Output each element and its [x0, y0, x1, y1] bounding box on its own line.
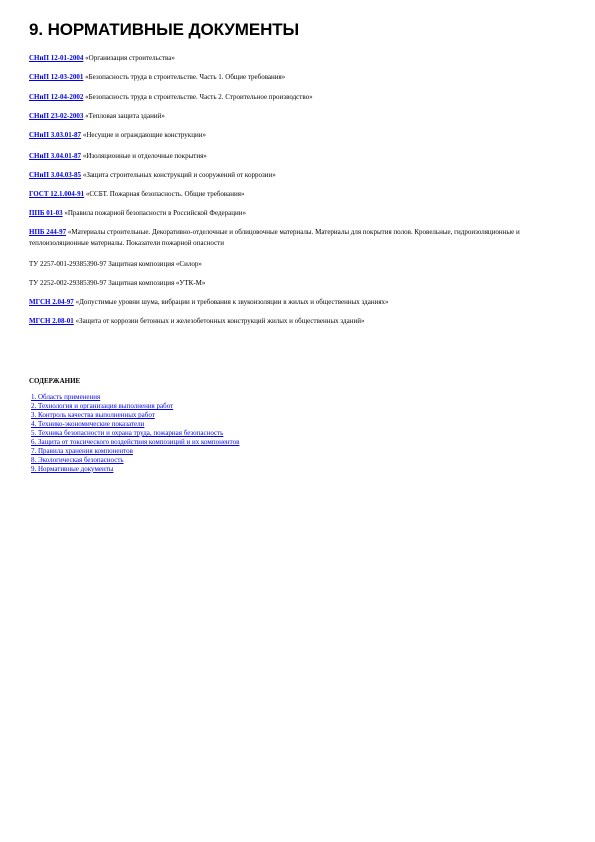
ref-link[interactable]: МГСН 2.04-97 [29, 298, 74, 306]
ref-link[interactable]: МГСН 2.08-01 [29, 317, 74, 325]
ref-item [29, 316, 529, 327]
contents-item[interactable]: 3. Контроль качества выполненных работ [31, 411, 155, 419]
ref-text: «Материалы строительные. Декоративно-отделочные и облицовочные материалы. Материалы для покрытия полов. Кровельные, гидроизоляционные и теплоизоляционные материалы. Показатели пожарной опасности [29, 228, 520, 247]
contents-item[interactable]: 9. Нормативные документы [31, 465, 114, 473]
ref-text: «Организация строительства» [83, 54, 175, 62]
ref-link[interactable]: СНиП 12-04-2002 [29, 93, 84, 101]
ref-item [29, 151, 529, 162]
ref-text: «Правила пожарной безопасности в Российской Федерации» [62, 209, 246, 217]
ref-item [29, 297, 529, 308]
contents-item[interactable]: 1. Область применения [31, 393, 101, 401]
ref-text: «Несущие и ограждающие конструкции» [81, 131, 206, 139]
ref-item [29, 278, 529, 289]
ref-item [29, 259, 529, 270]
ref-link[interactable]: СНиП 3.04.01-87 [29, 152, 82, 160]
contents-item[interactable]: 8. Экологическая безопасность [31, 456, 124, 464]
ref-link[interactable]: СНиП 3.03.01-87 [29, 131, 82, 139]
ref-item [29, 208, 529, 219]
ref-text: «Защита от коррозии бетонных и железобетонных конструкций жилых и общественных зданий» [73, 317, 365, 325]
ref-text: «Изоляционные и отделочные покрытия» [81, 152, 207, 160]
ref-text: ТУ 2257-001-29385390-97 Защитная композиция «Силор» [29, 260, 202, 268]
contents-item[interactable]: 6. Защита от токсического воздействия композиций и их компонентов [31, 438, 240, 446]
ref-item [29, 53, 529, 64]
page-title: 9. НОРМАТИВНЫЕ ДОКУМЕНТЫ [29, 20, 300, 39]
ref-link[interactable]: СНиП 23-02-2003 [29, 112, 84, 120]
contents-item[interactable]: 4. Технико-экономические показатели [31, 420, 145, 428]
ref-text: «ССБТ. Пожарная безопасность. Общие требования» [84, 190, 245, 198]
contents-list [31, 393, 239, 474]
ref-item [29, 92, 529, 103]
ref-item [29, 227, 529, 249]
ref-item [29, 111, 529, 122]
contents-item[interactable]: 2. Технология и организация выполнения работ [31, 402, 174, 410]
ref-item [29, 189, 529, 200]
contents-heading: СОДЕРЖАНИЕ [29, 377, 81, 385]
ref-link[interactable]: СНиП 12-03-2001 [29, 73, 84, 81]
ref-item [29, 170, 529, 181]
ref-text: «Безопасность труда в строительстве. Часть 1. Общие требования» [83, 73, 286, 81]
ref-text: «Безопасность труда в строительстве. Часть 2. Строительное производство» [83, 93, 313, 101]
ref-link[interactable]: ППБ 01-03 [29, 209, 63, 217]
ref-text: «Тепловая защита зданий» [83, 112, 165, 120]
ref-item [29, 130, 529, 141]
ref-text: «Защита строительных конструкций и сооружений от коррозии» [81, 171, 276, 179]
ref-text: ТУ 2252-002-29385390-97 Защитная композиция «УТК-М» [29, 279, 206, 287]
contents-item[interactable]: 5. Техника безопасности и охрана труда, пожарная безопасность [31, 429, 224, 437]
ref-link[interactable]: ГОСТ 12.1.004-91 [29, 190, 85, 198]
ref-item [29, 72, 529, 83]
ref-link[interactable]: СНиП 3.04.03-85 [29, 171, 82, 179]
ref-text: «Допустимые уровни шума, вибрации и требования к звукоизоляции в жилых и общественных зданиях» [73, 298, 389, 306]
ref-link[interactable]: НПБ 244-97 [29, 228, 67, 236]
contents-item[interactable]: 7. Правила хранения компонентов [31, 447, 133, 455]
ref-link[interactable]: СНиП 12-01-2004 [29, 54, 84, 62]
